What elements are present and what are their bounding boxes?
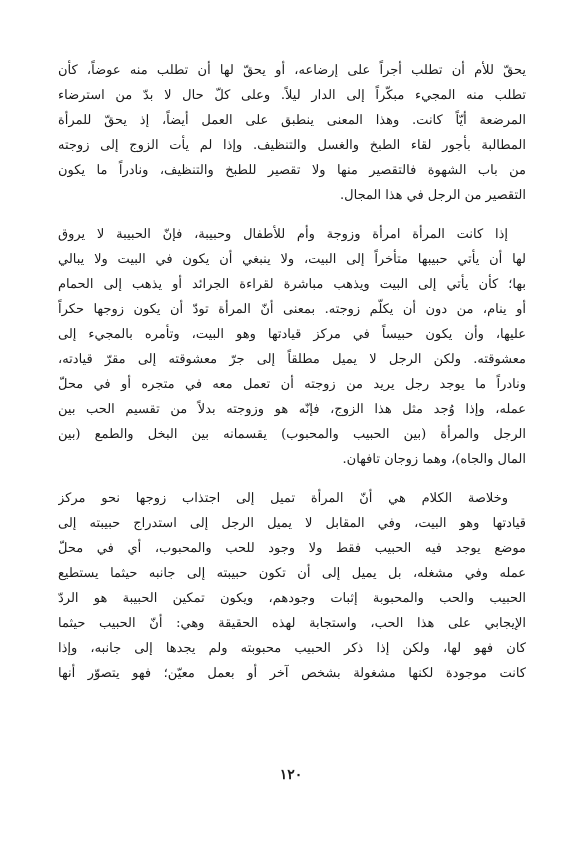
text-line: يحقّ للأم أن تطلب أجراً على إرضاعه، أو يحقّ لها أن تطلب منه عوضاً، كأن [58,63,526,78]
text-line: إذا كانت المرأة امرأة وزوجة وأم للأطفال وحبيبة، فإنّ الحبيبة لا يروق [58,227,508,242]
text-line: المطالبة بأجور لقاء الطبخ والغسل والتنظيف. وإذا لم يأت الزوج إلى زوجته [58,138,526,153]
text-line: أو ينام، من دون أن يكلّم زوجته. بمعنى أنّ المرأة تودّ أن يكون زوجها حكراً [58,302,526,317]
text-line: عمله، وإذا وُجد مثل هذا الزوج، فإنّه هو وزوجته بدلاً من تقسيم الحب بين [58,402,526,417]
paragraph-3 [58,486,526,686]
text-line: المال والجاه)، وهما زوجان تافهان. [342,452,526,467]
text-line: وخلاصة الكلام هي أنّ المرأة تميل إلى اجتذاب زوجها نحو مركز [58,491,508,506]
text-line: الرجل والمرأة (بين الحبيب والمحبوب) يقسمانه بين البخل والطمع (بين [58,427,526,442]
text-line: معشوقته. ولكن الرجل لا يميل مطلقاً إلى جرّ معشوقته إلى مقرّ قيادته، [58,352,526,367]
text-line: الحبيب والحب والمحبوبة إثبات وجودهم، ويكون تمكين الحبيبة هو الردّ [58,591,526,606]
paragraph-2 [58,222,526,472]
text-line: تطلب منه المجيء مبكّراً إلى الدار ليلاً. وعلى كلّ حال لا بدّ من استرضاء [58,88,526,103]
text-line: ونادراً ما يوجد رجل يريد من زوجته أن تعمل معه في متجره أو في محلّ [58,377,526,392]
text-line: من باب الشهوة فالتقصير منها ولا تقصير للطبخ والتنظيف، ونادراً ما يكون [58,163,526,178]
paragraph-1 [58,58,526,208]
page-body [58,58,526,700]
text-line: التقصير من الرجل في هذا المجال. [340,188,526,203]
text-line: كانت موجودة لكنها مشغولة بشخص آخر أو بعمل معيّن؛ فهو يتصوّر أنها [58,666,526,681]
text-line: الإيجابي على هذا الحب، واستجابة لهذه الحقيقة وهي: أنّ الحبيب حيثما [58,616,526,631]
text-line: كان فهو لها، ولكن إذا ذكر الحبيب محبوبته ولم يجدها إلى جانبه، وإذا [58,641,526,656]
text-line: عمله وفي مشغله، بل يميل إلى أن تكون حبيبته إلى جانبه حيثما يستطيع [58,566,526,581]
text-line: عليها، وأن يكون حبيساً في مركز قيادتها وهو البيت، وتأمره بالمجيء إلى [58,327,526,342]
text-line: قيادتها وهو البيت، وفي المقابل لا يميل الرجل إلى استدراج حبيبته إلى [58,516,526,531]
text-line: لها أن يأتي حبيبها متأخراً إلى البيت، ولا ينبغي أن يكون في البيت ولا يبالي [58,252,526,267]
page-number: ١٢٠ [279,767,303,783]
text-line: موضع يوجد فيه الحبيب فقط ولا وجود للحب والمحبوب، أي في محلّ [58,541,526,556]
text-line: بها؛ كأن يأتي إلى البيت ويذهب مباشرة لقراءة الجرائد أو يذهب إلى الحمام [58,277,526,292]
text-line: المرضعة أيّاً كانت. وهذا المعنى ينطبق على العمل أيضاً، إذ يحقّ للمرأة [58,113,526,128]
